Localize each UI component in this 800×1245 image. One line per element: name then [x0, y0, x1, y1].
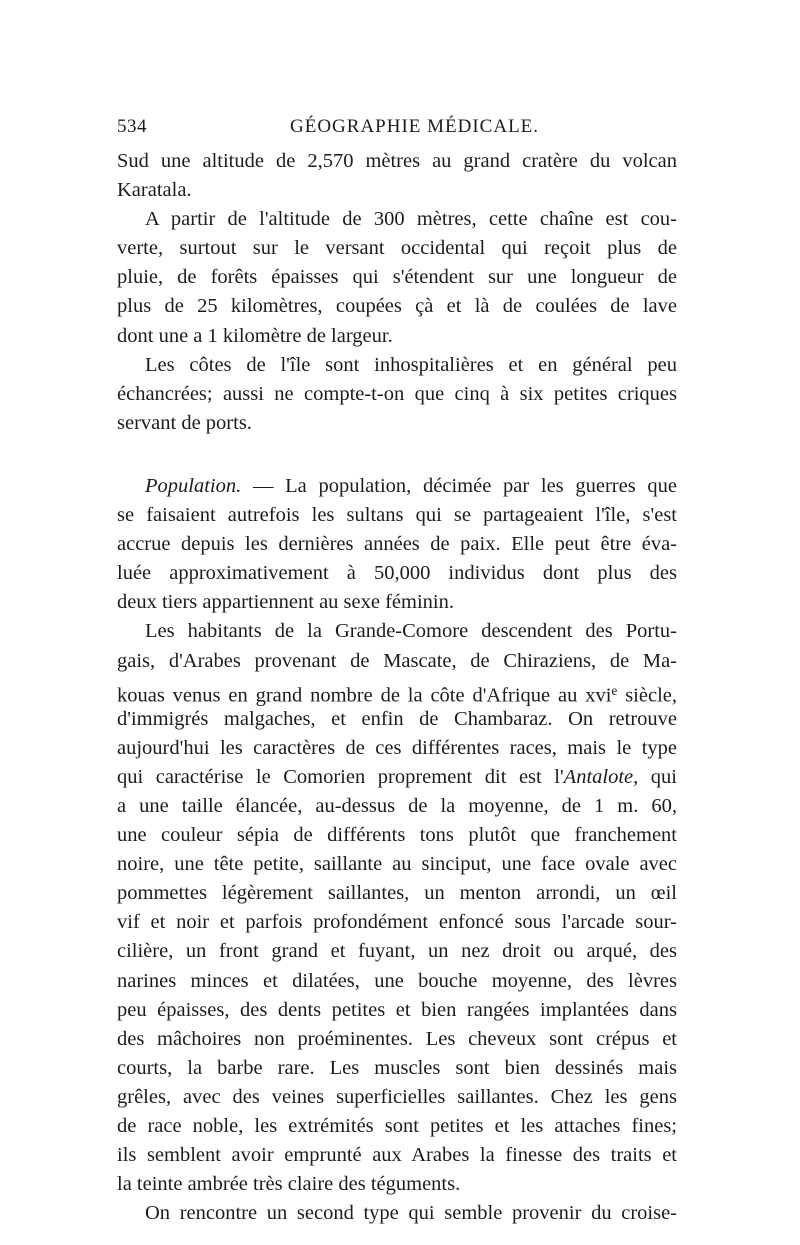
- text-line: la teinte ambrée très claire des téguments.: [117, 1173, 461, 1196]
- running-title: GÉOGRAPHIE MÉDICALE.: [290, 116, 540, 137]
- text-line: pommettes légèrement saillantes, un menton arrondi, un œil: [117, 882, 677, 905]
- text-run: kouas venus en grand nombre de la côte d'Afrique au xvi: [117, 684, 612, 707]
- text-line: Karatala.: [117, 179, 192, 202]
- italic-term: Antalote,: [563, 765, 639, 788]
- text-line: de race noble, les extrémités sont petites et les attaches fines;: [117, 1115, 677, 1137]
- text-line: vif et noir et parfois profondément enfoncé sous l'arcade sour-: [117, 911, 677, 934]
- text-line: gais, d'Arabes provenant de Mascate, de Chiraziens, de Ma-: [117, 649, 677, 672]
- superscript: e: [611, 682, 618, 698]
- text-line: accrue depuis les dernières années de paix. Elle peut être éva-: [117, 533, 677, 556]
- text-line: aujourd'hui les caractères de ces différentes races, mais le type: [117, 736, 677, 759]
- text-line: narines minces et dilatées, une bouche moyenne, des lèvres: [117, 969, 677, 992]
- text-line: des mâchoires non proéminentes. Les cheveux sont crépus et: [117, 1027, 677, 1050]
- text-run: — La population, décimée par les guerres que: [241, 474, 677, 497]
- text-line: plus de 25 kilomètres, coupées çà et là de coulées de lave: [117, 295, 677, 318]
- text-line: courts, la barbe rare. Les muscles sont bien dessinés mais: [117, 1056, 677, 1079]
- running-head: [117, 116, 677, 146]
- text-line: deux tiers appartiennent au sexe féminin.: [117, 591, 454, 614]
- text-line: une couleur sépia de différents tons plutôt que franchement: [117, 824, 677, 847]
- text-line: se faisaient autrefois les sultans qui se partageaient l'île, s'est: [117, 504, 677, 527]
- text-line: a une taille élancée, au-dessus de la moyenne, de 1 m. 60,: [117, 794, 677, 817]
- body-text: [117, 147, 677, 1228]
- text-line: pluie, de forêts épaisses qui s'étendent sur une longueur de: [117, 266, 677, 289]
- section-heading: Population.: [145, 474, 242, 497]
- text-line: peu épaisses, des dents petites et bien rangées implantées dans: [117, 998, 677, 1021]
- section-gap: [117, 438, 677, 472]
- text-line: noire, une tête petite, saillante au sinciput, une face ovale avec: [117, 853, 677, 876]
- page-number: 534: [117, 116, 147, 137]
- text-line: Les habitants de la Grande-Comore descendent des Portu-: [145, 620, 677, 643]
- text-line: Les côtes de l'île sont inhospitalières et en général peu: [145, 353, 677, 376]
- text-run: qui caractérise le Comorien proprement dit est l': [117, 765, 564, 788]
- text-line: A partir de l'altitude de 300 mètres, cette chaîne est cou-: [145, 208, 677, 231]
- text-line: verte, surtout sur le versant occidental qui reçoit plus de: [117, 237, 677, 260]
- text-line: [117, 676, 677, 705]
- text-line: échancrées; aussi ne compte-t-on que cinq à six petites criques: [117, 382, 677, 405]
- text-line: luée approximativement à 50,000 individus dont plus des: [117, 562, 677, 585]
- text-run: qui: [638, 765, 678, 788]
- text-line: dont une a 1 kilomètre de largeur.: [117, 324, 393, 347]
- section-heading-line: [117, 472, 677, 501]
- text-line: servant de ports.: [117, 411, 252, 434]
- text-line: On rencontre un second type qui semble provenir du croise-: [145, 1202, 677, 1225]
- text-line: grêles, avec des veines superficielles saillantes. Chez les gens: [117, 1085, 677, 1108]
- text-line: ils semblent avoir emprunté aux Arabes la finesse des traits et: [117, 1144, 677, 1167]
- text-line: d'immigrés malgaches, et enfin de Chambaraz. On retrouve: [117, 707, 677, 730]
- text-line: Sud une altitude de 2,570 mètres au grand cratère du volcan: [117, 150, 677, 172]
- text-line: [117, 763, 677, 792]
- text-run: siècle,: [617, 684, 677, 707]
- text-line: cilière, un front grand et fuyant, un nez droit ou arqué, des: [117, 940, 677, 963]
